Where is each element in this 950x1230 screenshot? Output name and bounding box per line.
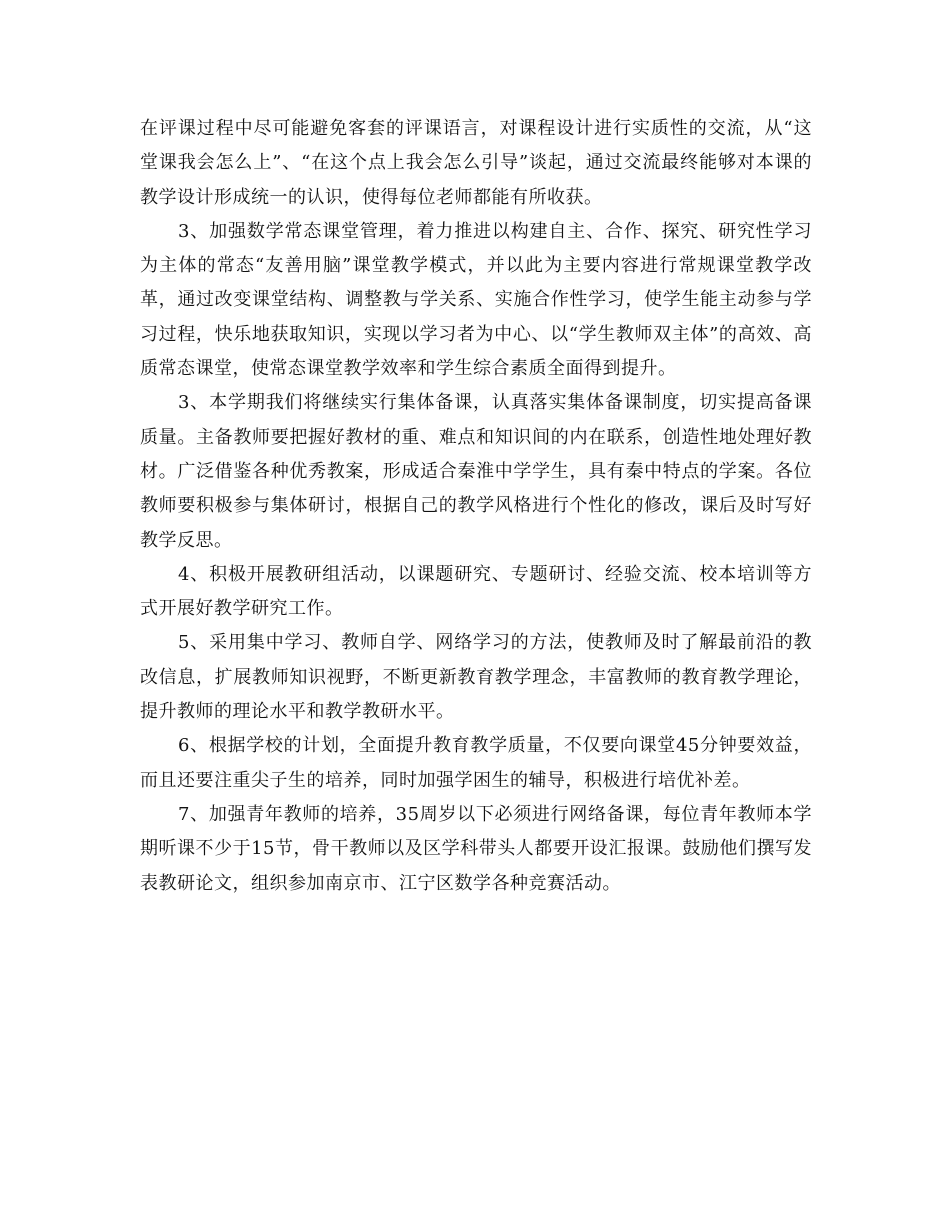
paragraph-continuation: 在评课过程中尽可能避免客套的评课语言，对课程设计进行实质性的交流，从“这堂课我会怎么上”、“在这个点上我会怎么引导”谈起，通过交流最终能够对本课的教学设计形成统一的认识，使得每位老师都能有所收获。 [140,118,812,208]
paragraph-item-5: 5、采用集中学习、教师自学、网络学习的方法，使教师及时了解最前沿的教改信息，扩展教师知识视野，不断更新教育教学理念，丰富教师的教育教学理论，提升教师的理论水平和教学教研水平。 [140,632,812,723]
paragraph-item-4: 4、积极开展教研组活动，以课题研究、专题研讨、经验交流、校本培训等方式开展好教学研究工作。 [140,563,812,620]
paragraph-item-3-lesson-prep: 3、本学期我们将继续实行集体备课，认真落实集体备课制度，切实提高备课质量。主备教师要把握好教材的重、难点和知识间的内在联系，创造性地处理好教材。广泛借鉴各种优秀教案，形成适合秦淮中学学生，具有秦中特点的学案。各位教师要积极参与集体研讨，根据自己的教学风格进行个性化的修改，课后及时写好教学反思。 [140,392,812,551]
paragraph-item-6: 6、根据学校的计划，全面提升教育教学质量，不仅要向课堂45分钟要效益，而且还要注重尖子生的培养，同时加强学困生的辅导，积极进行培优补差。 [140,735,812,791]
paragraph-item-7: 7、加强青年教师的培养，35周岁以下必须进行网络备课，每位青年教师本学期听课不少于15节，骨干教师以及区学科带头人都要开设汇报课。鼓励他们撰写发表教研论文，组织参加南京市、江宁区数学各种竞赛活动。 [140,803,812,894]
paragraph-item-3-classroom: 3、加强数学常态课堂管理，着力推进以构建自主、合作、探究、研究性学习为主体的常态“友善用脑”课堂教学模式，并以此为主要内容进行常规课堂教学改革，通过改变课堂结构、调整教与学关系、实施合作性学习，使学生能主动参与学习过程，快乐地获取知识，实现以学习者为中心、以“学生教师双主体”的高效、高质常态课堂，使常态课堂教学效率和学生综合素质全面得到提升。 [140,220,812,380]
document-body [140,112,812,901]
